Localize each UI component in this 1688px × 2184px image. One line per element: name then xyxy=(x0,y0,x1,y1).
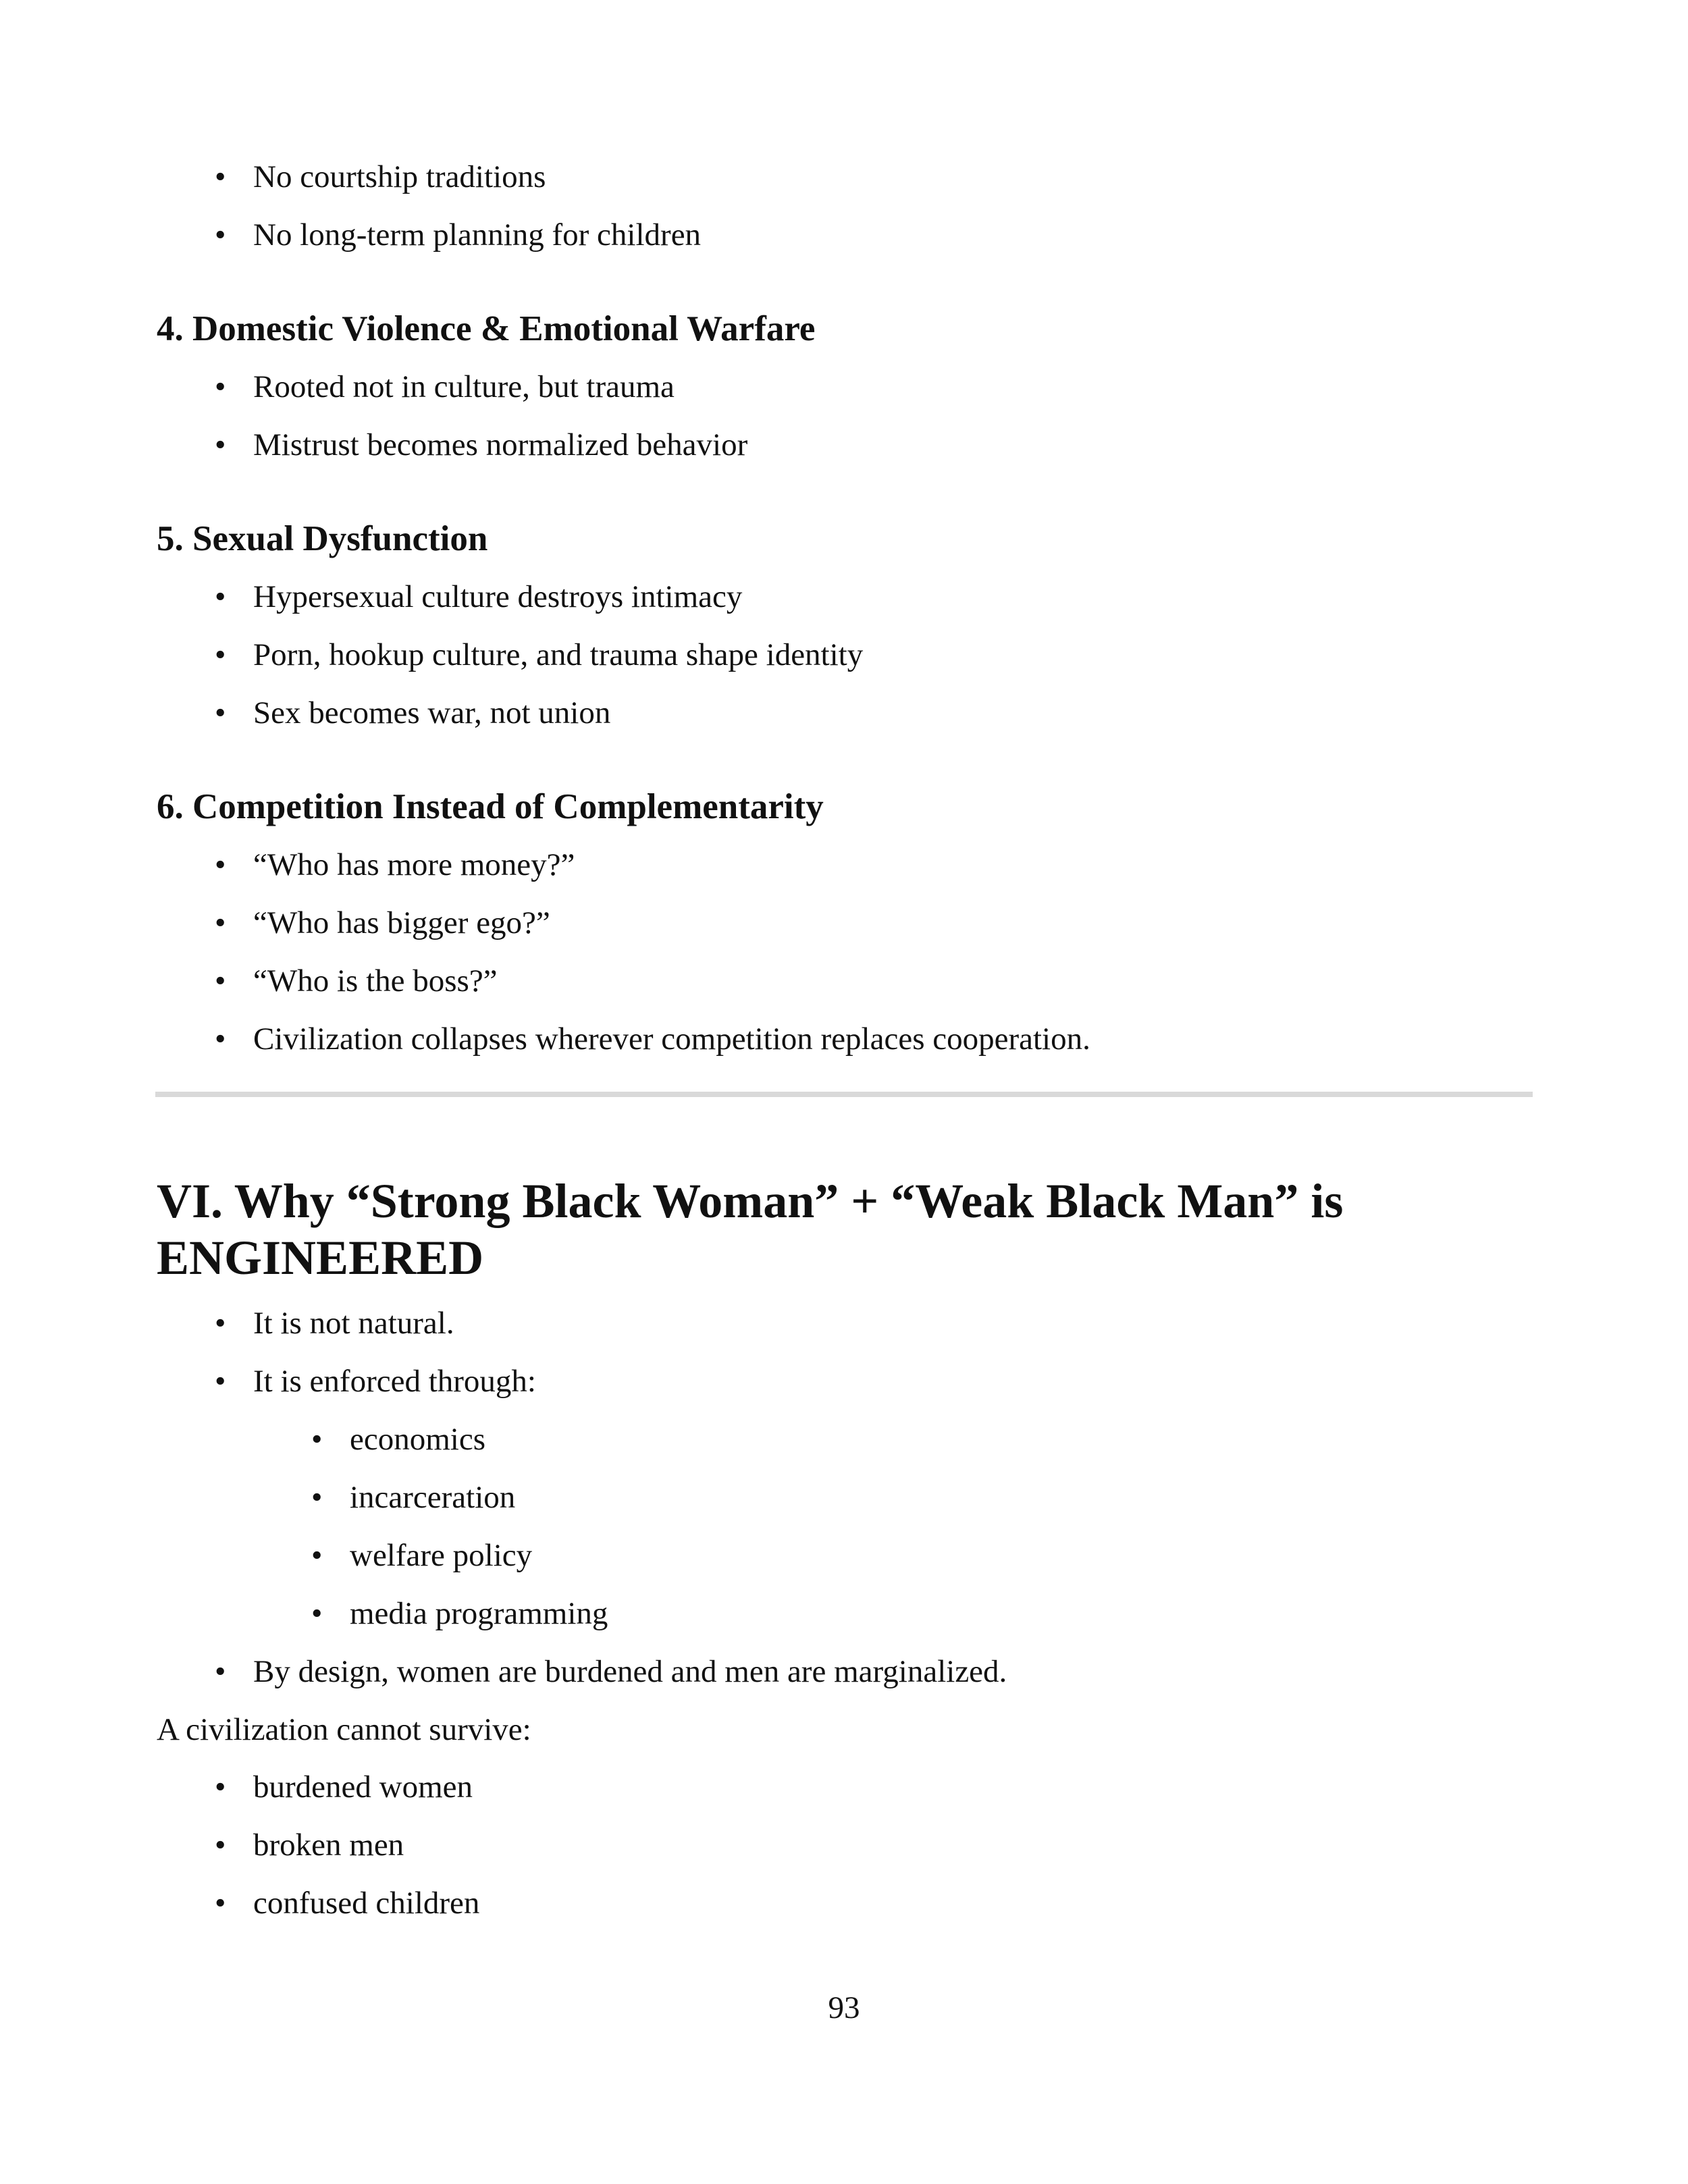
list-item xyxy=(215,1884,480,1922)
sub-list-item-text: incarceration xyxy=(350,1480,516,1515)
bullet-icon: • xyxy=(215,637,226,672)
list-item xyxy=(215,846,575,884)
list-item xyxy=(215,216,702,254)
list-item xyxy=(215,962,498,1000)
list-item-text: “Who has more money?” xyxy=(253,847,575,882)
sub-list-item-text: welfare policy xyxy=(350,1538,533,1573)
bullet-icon: • xyxy=(215,1828,226,1863)
list-item-text: Mistrust becomes normalized behavior xyxy=(253,427,748,462)
list-item-text: It is not natural. xyxy=(253,1306,454,1341)
list-item xyxy=(215,158,546,196)
section-4-heading: 4. Domestic Violence & Emotional Warfare xyxy=(157,309,816,348)
list-item xyxy=(215,1653,1007,1690)
sub-list-item xyxy=(311,1420,485,1458)
bullet-icon: • xyxy=(311,1422,323,1457)
list-item-text: “Who is the boss?” xyxy=(253,963,498,998)
body-paragraph: A civilization cannot survive: xyxy=(157,1712,531,1747)
section-6-heading: 6. Competition Instead of Complementarity xyxy=(157,787,824,826)
sub-list-item-text: economics xyxy=(350,1422,485,1457)
horizontal-rule xyxy=(155,1092,1533,1097)
bullet-icon: • xyxy=(215,847,226,882)
bullet-icon: • xyxy=(215,905,226,940)
bullet-icon: • xyxy=(311,1538,323,1573)
page-number: 93 xyxy=(828,1990,860,2025)
list-item xyxy=(215,636,864,674)
bullet-icon: • xyxy=(215,369,226,404)
list-item-text: Rooted not in culture, but trauma xyxy=(253,369,675,404)
list-item-text: burdened women xyxy=(253,1769,473,1805)
bullet-icon: • xyxy=(311,1480,323,1515)
bullet-icon: • xyxy=(215,159,226,194)
list-item xyxy=(215,694,611,732)
bullet-icon: • xyxy=(215,1654,226,1689)
bullet-icon: • xyxy=(215,963,226,998)
list-item-text: By design, women are burdened and men are marginalized. xyxy=(253,1654,1007,1689)
bullet-icon: • xyxy=(215,427,226,462)
list-item xyxy=(215,904,550,942)
list-item-text: “Who has bigger ego?” xyxy=(253,905,550,940)
list-item xyxy=(215,1362,536,1400)
sub-list-item-text: media programming xyxy=(350,1596,608,1631)
list-item-text: Civilization collapses wherever competition replaces cooperation. xyxy=(253,1021,1090,1057)
list-item-text: It is enforced through: xyxy=(253,1364,536,1399)
bullet-icon: • xyxy=(215,1364,226,1399)
bullet-icon: • xyxy=(215,217,226,252)
sub-list-item xyxy=(311,1537,533,1574)
section-vi-heading: VI. Why “Strong Black Woman” + “Weak Black Man” is ENGINEERED xyxy=(157,1174,1344,1285)
list-item xyxy=(215,426,748,464)
bullet-icon: • xyxy=(215,1021,226,1057)
list-item xyxy=(215,1304,454,1342)
list-item-text: No courtship traditions xyxy=(253,159,546,194)
list-item-text: Sex becomes war, not union xyxy=(253,695,611,730)
list-item xyxy=(215,1768,473,1806)
list-item xyxy=(215,578,743,616)
list-item xyxy=(215,1020,1090,1058)
bullet-icon: • xyxy=(215,579,226,614)
list-item-text: No long-term planning for children xyxy=(253,217,702,252)
list-item-text: Porn, hookup culture, and trauma shape identity xyxy=(253,637,864,672)
bullet-icon: • xyxy=(215,1886,226,1921)
bullet-icon: • xyxy=(215,1769,226,1805)
list-item xyxy=(215,1826,404,1864)
sub-list-item xyxy=(311,1479,516,1516)
bullet-icon: • xyxy=(215,695,226,730)
list-item xyxy=(215,368,675,406)
list-item-text: confused children xyxy=(253,1886,480,1921)
list-item-text: broken men xyxy=(253,1828,404,1863)
bullet-icon: • xyxy=(215,1306,226,1341)
sub-list-item xyxy=(311,1595,608,1632)
section-5-heading: 5. Sexual Dysfunction xyxy=(157,519,488,558)
list-item-text: Hypersexual culture destroys intimacy xyxy=(253,579,743,614)
bullet-icon: • xyxy=(311,1596,323,1631)
